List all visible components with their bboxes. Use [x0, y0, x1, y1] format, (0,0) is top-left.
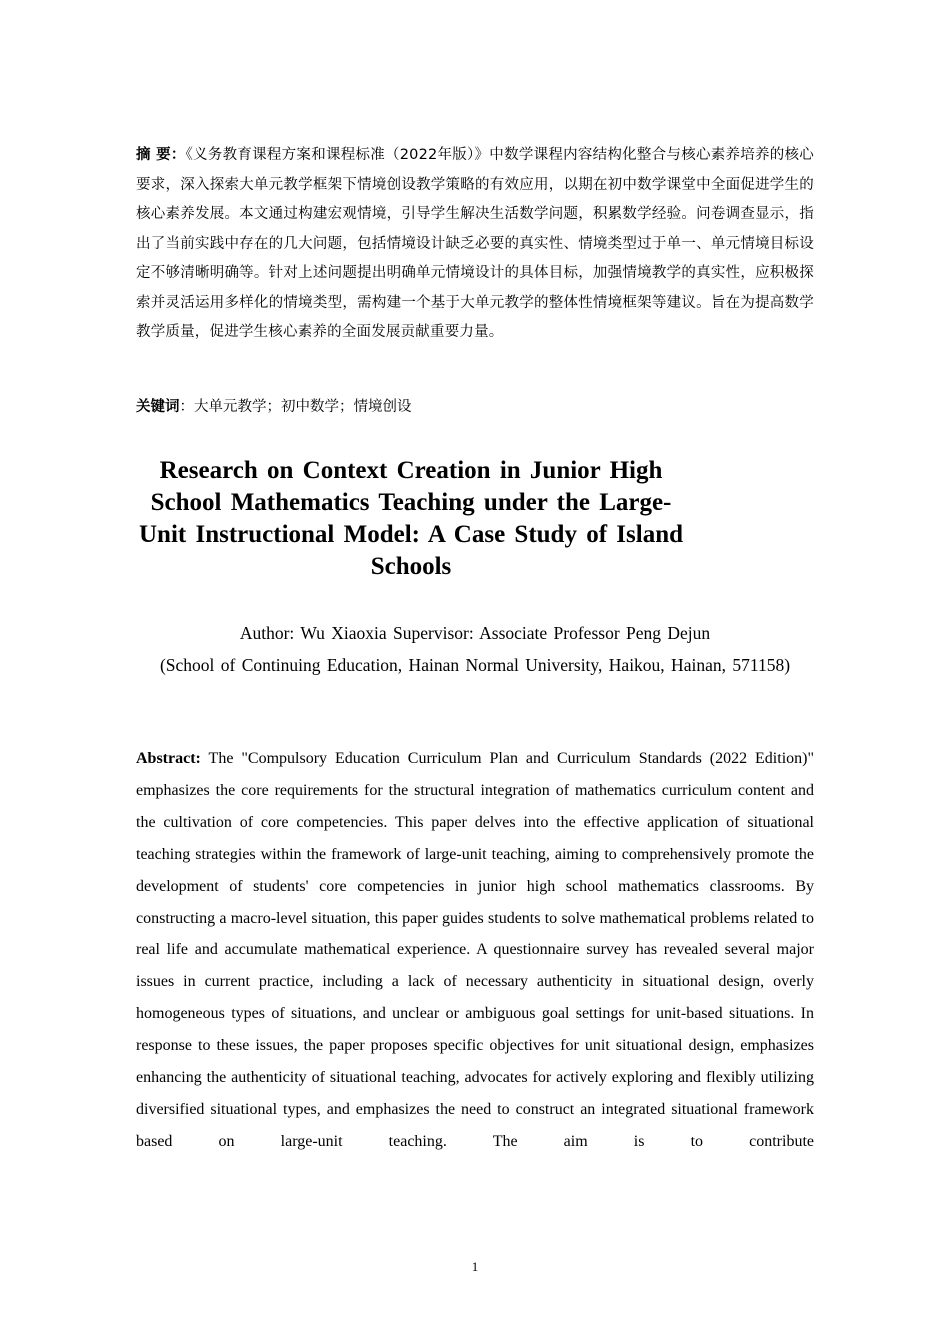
english-abstract-label: Abstract: — [136, 750, 201, 767]
author-line: Author: Wu Xiaoxia Supervisor: Associate Professor Peng Dejun — [239, 623, 711, 643]
chinese-keywords-label: 关键词 — [136, 399, 180, 415]
author-affiliation: (School of Continuing Education, Hainan Normal University, Haikou, Hainan, 571158) — [159, 655, 791, 675]
chinese-abstract — [136, 141, 814, 348]
english-title: Research on Context Creation in Junior High School Mathematics Teaching under the Large-Unit Instructional Model: A Case Study of Island Schools — [139, 457, 683, 580]
english-abstract-text: The "Compulsory Education Curriculum Plan and Curriculum Standards (2022 Edition)" emphasizes the core requirements for the structural integration of mathematics curriculum content and the cultivation of core competencies. This paper delves into the effective application of situational teaching strategies within the framework of large-unit teaching, aiming to comprehensively promote the development of students' core competencies in junior high school mathematics classrooms. By constructing a macro-level situation, this paper guides students to solve mathematical problems related to real life and accumulate mathematical experience. A questionnaire survey has revealed several major issues in current practice, including a lack of necessary authenticity in situational design, overly homogeneous types of situations, and unclear or ambiguous goal settings for unit-based situations. In response to these issues, the paper proposes specific objectives for unit situational design, emphasizes enhancing the authenticity of situational teaching, advocates for actively exploring and flexibly utilizing diversified situational types, and emphasizes the need to construct an integrated situational framework based on large-unit teaching. The aim is to contribute — [136, 750, 814, 1150]
chinese-abstract-text: 《义务教育课程方案和课程标准（2022年版）》中数学课程内容结构化整合与核心素养培养的核心要求，深入探索大单元教学框架下情境创设教学策略的有效应用，以期在初中数学课堂中全面促进学生的核心素养发展。本文通过构建宏观情境，引导学生解决生活数学问题，积累数学经验。问卷调查显示，指出了当前实践中存在的几大问题，包括情境设计缺乏必要的真实性、情境类型过于单一、单元情境目标设定不够清晰明确等。针对上述问题提出明确单元情境设计的具体目标，加强情境教学的真实性，应积极探索并灵活运用多样化的情境类型，需构建一个基于大单元教学的整体性情境框架等建议。旨在为提高数学教学质量，促进学生核心素养的全面发展贡献重要力量。 — [136, 147, 814, 340]
page-number: 1 — [471, 1259, 479, 1274]
chinese-keywords — [136, 393, 814, 422]
chinese-abstract-label: 摘 要： — [136, 147, 186, 163]
chinese-keywords-text: ：大单元教学；初中数学；情境创设 — [179, 399, 412, 415]
english-abstract — [136, 743, 814, 1158]
